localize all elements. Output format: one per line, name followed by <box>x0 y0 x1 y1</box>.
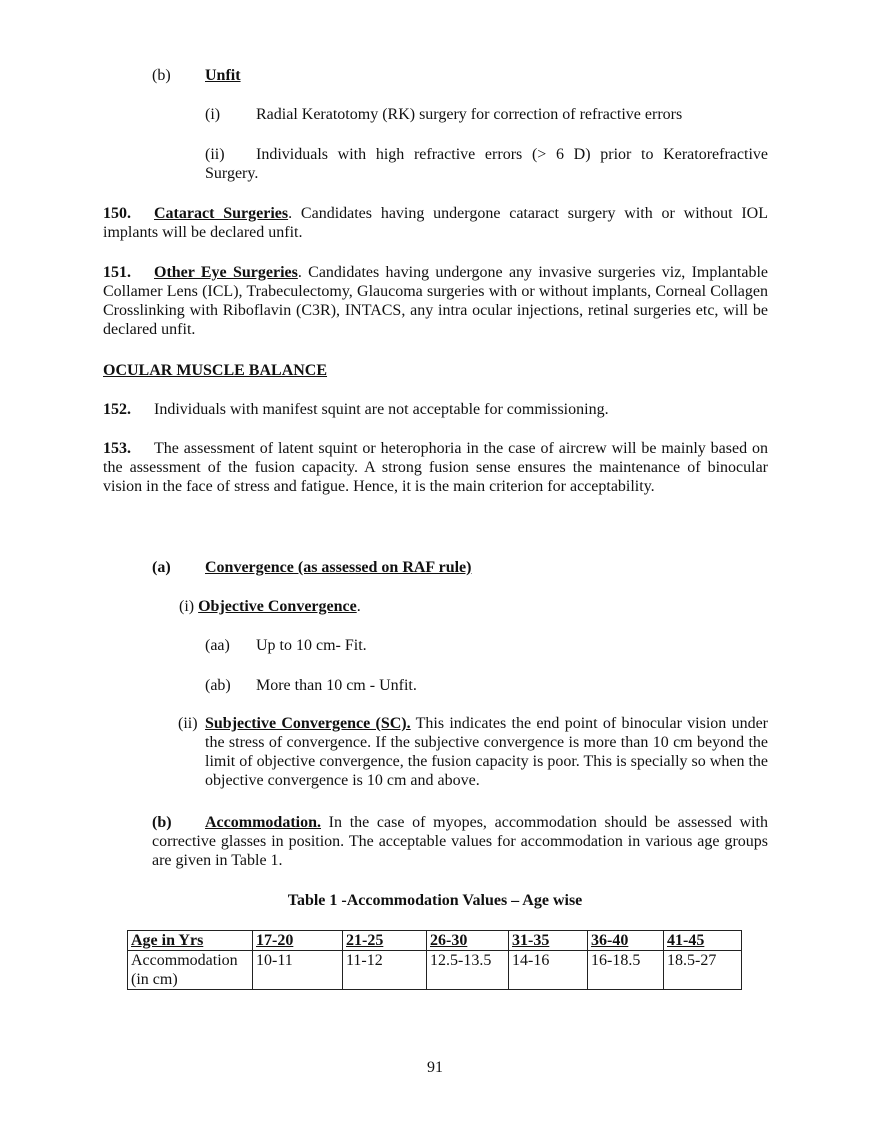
subjective-text: This indicates the end point of binocular vision under the stress of convergence. If the subjective convergence is more than 10 cm beyond the limit of objective convergence, the fusion capacity is poor. This is specially so when the objective convergence is 10 cm and above. <box>205 715 769 789</box>
unfit-item-label: (i) <box>205 106 221 123</box>
paragraph-text: . Candidates having undergone any invasive surgeries viz, Implantable Collamer Lens (ICL), Trabeculectomy, Glaucoma surgeries with or without implants, Corneal Collagen Crosslinking with Riboflavin (C3R), INTACS, any intra ocular injections, retinal surgeries etc, will be declared unfit. <box>103 264 769 338</box>
unfit-item-text: Radial Keratotomy (RK) surgery for correction of refractive errors <box>256 106 683 123</box>
table-header-cell: 26-30 <box>427 931 509 951</box>
objective-convergence <box>179 597 361 616</box>
paragraph-title: Other Eye Surgeries <box>154 264 298 281</box>
accommodation-title: Accommodation. <box>205 814 321 831</box>
paragraph-151 <box>103 263 768 339</box>
table-caption: Table 1 -Accommodation Values – Age wise <box>287 892 583 909</box>
table-row <box>128 951 742 990</box>
table-cell: 12.5-13.5 <box>427 951 509 990</box>
objective-item-text: More than 10 cm - Unfit. <box>256 677 417 694</box>
unfit-heading: Unfit <box>205 67 241 84</box>
table-header-cell: Age in Yrs <box>128 931 253 951</box>
unfit-item-text: Individuals with high refractive errors (> 6 D) prior to Keratorefractive Surgery. <box>205 146 768 182</box>
paragraph-number: 150. <box>103 205 131 222</box>
accommodation-paragraph <box>152 813 768 870</box>
page-number: 91 <box>427 1059 443 1076</box>
objective-suffix: . <box>356 598 361 615</box>
paragraph-text: The assessment of latent squint or heterophoria in the case of aircrew will be mainly based on the assessment of the fusion capacity. A strong fusion sense ensures the maintenance of binocular vision in the face of stress and fatigue. Hence, it is the main criterion for acceptability. <box>103 440 768 495</box>
subjective-title: Subjective Convergence (SC). <box>205 715 411 732</box>
objective-title: Objective Convergence <box>198 598 357 615</box>
paragraph-152 <box>103 400 768 419</box>
paragraph-number: 152. <box>103 401 131 418</box>
subjective-label: (ii) <box>178 715 198 732</box>
unfit-item <box>205 145 768 183</box>
table-cell: 14-16 <box>509 951 588 990</box>
table-cell: 16-18.5 <box>588 951 664 990</box>
table-cell: 11-12 <box>343 951 427 990</box>
table-header-cell: 17-20 <box>253 931 343 951</box>
table-cell: Accommodation (in cm) <box>128 951 253 990</box>
paragraph-150 <box>103 204 768 242</box>
table-header-cell: 31-35 <box>509 931 588 951</box>
convergence-label: (a) <box>152 559 171 576</box>
paragraph-text: . Candidates having undergone cataract surgery with or without IOL implants will be declared unfit. <box>103 205 769 241</box>
accommodation-text: In the case of myopes, accommodation should be assessed with corrective glasses in position. The acceptable values for accommodation in various age groups are given in Table 1. <box>152 814 768 869</box>
unfit-item-label: (ii) <box>205 146 225 163</box>
paragraph-153 <box>103 439 768 496</box>
objective-item-label: (aa) <box>205 637 230 654</box>
table-header-row <box>128 931 742 951</box>
unfit-label: (b) <box>152 67 171 84</box>
objective-label: (i) <box>179 598 195 615</box>
table-cell: 18.5-27 <box>664 951 742 990</box>
table-cell: 10-11 <box>253 951 343 990</box>
paragraph-number: 151. <box>103 264 131 281</box>
accommodation-table <box>127 930 742 990</box>
section-heading: OCULAR MUSCLE BALANCE <box>103 362 328 379</box>
table-header-cell: 36-40 <box>588 931 664 951</box>
convergence-heading: Convergence (as assessed on RAF rule) <box>205 559 472 576</box>
paragraph-number: 153. <box>103 440 131 457</box>
paragraph-text: Individuals with manifest squint are not acceptable for commissioning. <box>154 401 609 418</box>
accommodation-label: (b) <box>152 814 172 831</box>
paragraph-title: Cataract Surgeries <box>154 205 289 222</box>
objective-item-text: Up to 10 cm- Fit. <box>256 637 367 654</box>
objective-item-label: (ab) <box>205 677 231 694</box>
table-header-cell: 21-25 <box>343 931 427 951</box>
table-header-cell: 41-45 <box>664 931 742 951</box>
subjective-convergence <box>178 714 769 790</box>
